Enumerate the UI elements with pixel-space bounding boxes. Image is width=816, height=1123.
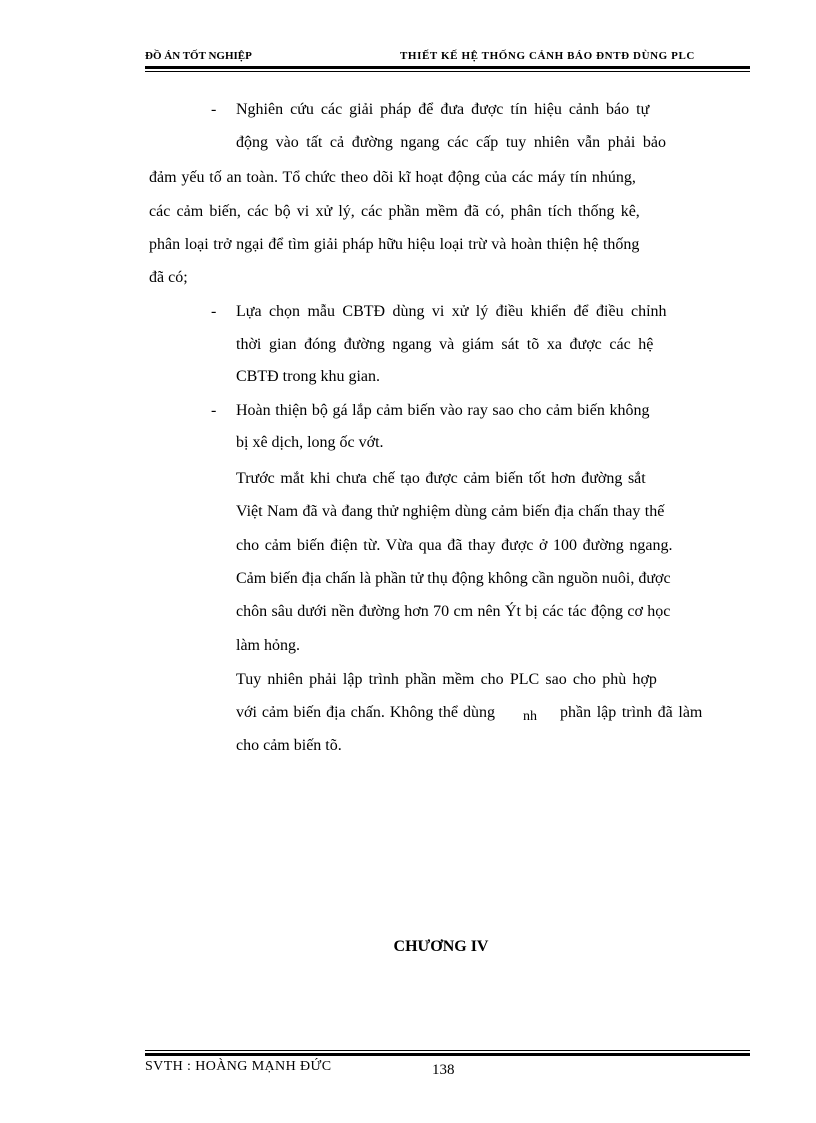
text-line: đảm yếu tố an toàn. Tổ chức theo dõi kĩ hoạt động của các máy tín nhúng, xyxy=(149,169,636,186)
header-right-title: THIẾT KẾ HỆ THỐNG CẢNH BÁO ĐNTĐ DÙNG PLC xyxy=(400,50,695,62)
text-line: CBTĐ trong khu gian. xyxy=(236,368,380,385)
text-line: Nghiên cứu các giải pháp để đưa được tín hiệu cảnh báo tự xyxy=(236,101,650,118)
chapter-heading: CHƯƠNG IV xyxy=(393,938,489,955)
text-line: Việt Nam đã và đang thử nghiệm dùng cảm biến địa chấn thay thế xyxy=(236,503,665,520)
text-line: làm hỏng. xyxy=(236,637,300,654)
bullet-dash: - xyxy=(211,303,217,320)
text-line: Cảm biến địa chấn là phần tử thụ động không cần nguồn nuôi, được xyxy=(236,570,671,587)
text-line: phân loại trở ngại để tìm giải pháp hữu hiệu loại trừ và hoàn thiện hệ thống xyxy=(149,236,640,253)
text-line: động vào tất cả đường ngang các cấp tuy nhiên vẫn phải bảo xyxy=(236,134,666,151)
footer-author: SVTH : HOÀNG MẠNH ĐỨC xyxy=(145,1059,332,1074)
header-rule-thick xyxy=(145,66,750,69)
page-number: 138 xyxy=(432,1062,455,1078)
bullet-dash: - xyxy=(211,101,217,118)
text-line: đã có; xyxy=(149,269,188,286)
text-line: chôn sâu dưới nền đường hơn 70 cm nên Ýt bị các tác động cơ học xyxy=(236,603,671,620)
header-left-title: ĐỒ ÁN TỐT NGHIỆP xyxy=(145,50,252,62)
text-line: bị xê dịch, long ốc vớt. xyxy=(236,434,384,451)
text-line: cho cảm biến điện từ. Vừa qua đã thay được ở 100 đường ngang. xyxy=(236,537,673,554)
text-line: Lựa chọn mẫu CBTĐ dùng vi xử lý điều khiển để điều chỉnh xyxy=(236,303,667,320)
text-line: cho cảm biến tõ. xyxy=(236,737,342,754)
header-rule-thin xyxy=(145,71,750,72)
text-line: phần lập trình đã làm xyxy=(560,704,703,721)
text-line: thời gian đóng đường ngang và giám sát tõ xa được các hệ xyxy=(236,336,654,353)
text-line: Hoàn thiện bộ gá lắp cảm biến vào ray sao cho cảm biến không xyxy=(236,402,650,419)
text-line: các cảm biến, các bộ vi xử lý, các phần mềm đã có, phân tích thống kê, xyxy=(149,203,640,220)
text-line: với cảm biến địa chấn. Không thể dùng xyxy=(236,704,495,721)
text-line: Trước mắt khi chưa chế tạo được cảm biến tốt hơn đường sắt xyxy=(236,470,646,487)
text-fragment: nh xyxy=(523,709,537,724)
footer-rule-thin xyxy=(145,1050,750,1051)
bullet-dash: - xyxy=(211,402,217,419)
footer-rule-thick xyxy=(145,1053,750,1056)
text-line: Tuy nhiên phải lập trình phần mềm cho PLC sao cho phù hợp xyxy=(236,671,657,688)
